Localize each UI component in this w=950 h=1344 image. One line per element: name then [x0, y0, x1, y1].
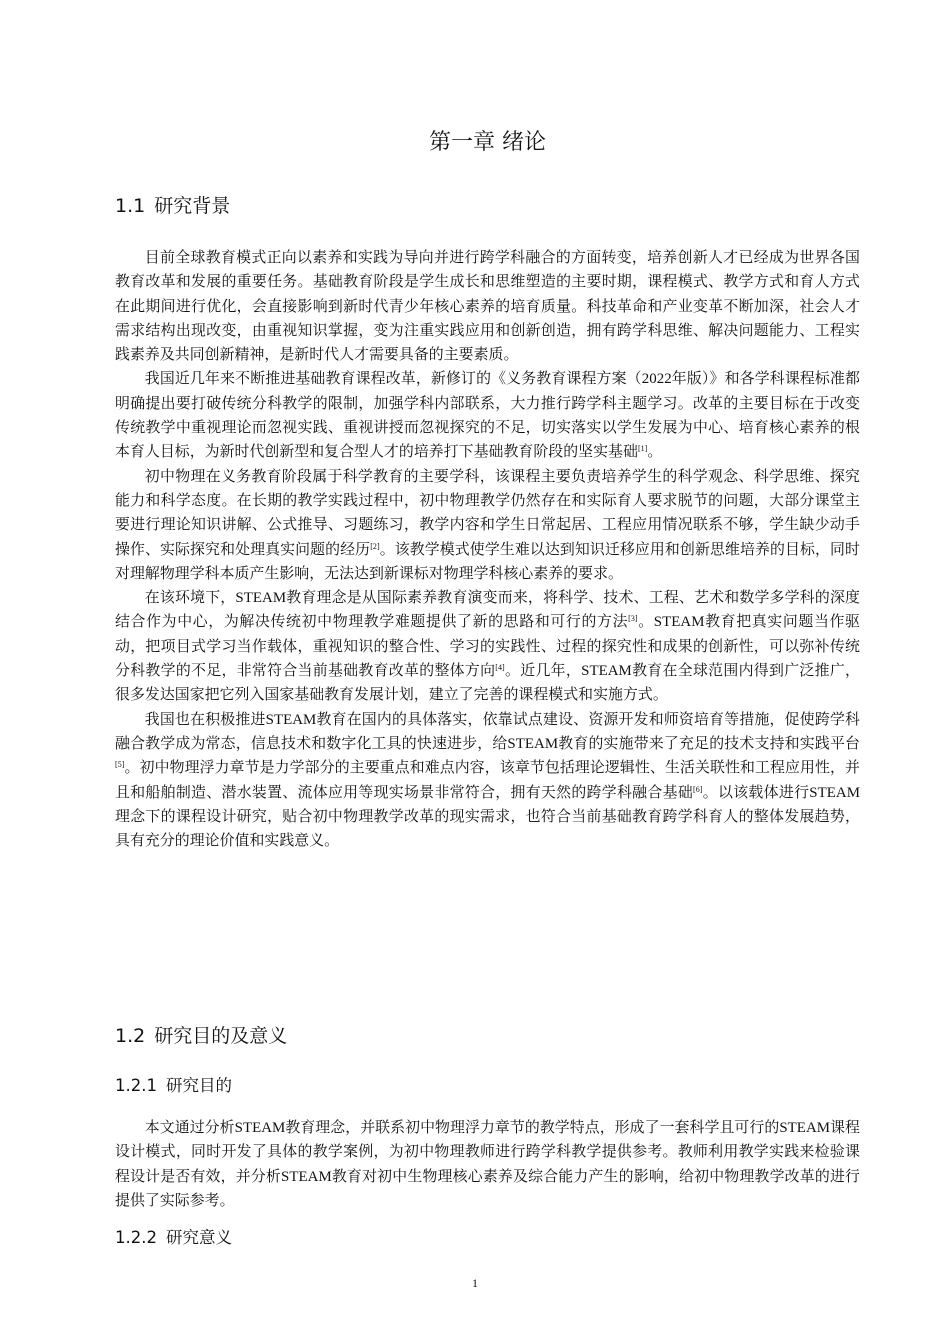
section-1-1-body: [115, 246, 860, 853]
section-title: 研究背景: [154, 195, 231, 217]
paragraph: [115, 465, 860, 586]
section-1-1-heading: [115, 192, 230, 220]
citation: [1]: [637, 444, 648, 454]
subsection-1-2-1-heading: [115, 1074, 232, 1098]
section-1-2-heading: [115, 1022, 287, 1050]
paragraph-text: 。初中物理浮力章节是力学部分的主要重点和难点内容，该章节包括理论逻辑性、生活关联性和工程应用性，并且和船舶制造、潜水装置、流体应用等现实场景非常符合，拥有天然的跨学科融合基础: [115, 760, 860, 801]
section-number: 1.2: [115, 1025, 146, 1047]
citation: [4]: [495, 663, 505, 673]
paragraph: [115, 246, 860, 367]
section-title: 研究目的及意义: [154, 1025, 288, 1047]
paragraph-text: 目前全球教育模式正向以素养和实践为导向并进行跨学科融合的方面转变，培养创新人才已经成为世界各国教育改革和发展的重要任务。基础教育阶段是学生成长和思维塑造的主要时期，课程模式、教学方式和育人方式在此期间进行优化，会直接影响到新时代青少年核心素养的培育质量。科技革命和产业变革不断加深，社会人才需求结构出现改变，由重视知识掌握，变为注重实践应用和创新创造，拥有跨学科思维、解决问题能力、工程实践素养及共同创新精神，是新时代人才需要具备的主要素质。: [115, 250, 860, 364]
paragraph: [115, 708, 860, 854]
paragraph: 本文通过分析STEAM教育理念，并联系初中物理浮力章节的教学特点，形成了一套科学且可行的STEAM课程设计模式，同时开发了具体的教学案例，为初中物理教师进行跨学科教学提供参考。教师利用教学实践来检验课程设计是否有效，并分析STEAM教育对初中生物理核心素养及综合能力产生的影响，给初中物理教学改革的进行提供了实际参考。: [115, 1120, 860, 1209]
paragraph-text: 我国也在积极推进STEAM教育在国内的具体落实，依靠试点建设、资源开发和师资培育等措施，促使跨学科融合教学成为常态，信息技术和数字化工具的快速进步，给STEAM教育的实施带来了充足的技术支持和实践平台: [115, 711, 860, 752]
paragraph-text: 。近几年，STEAM教育在全球范围内得到广泛推广，很多发达国家把它列入国家基础教育发展计划，建立了完善的课程模式和实施方式。: [115, 663, 860, 704]
paragraph-text: 。该教学模式使学生难以达到知识迁移应用和创新思维培养的目标，同时对理解物理学科本质产生影响，无法达到新课标对物理学科核心素养的要求。: [115, 541, 860, 582]
page-number: 1: [472, 1276, 478, 1290]
citation: [2]: [370, 541, 380, 551]
subsection-number: 1.2.2: [115, 1228, 157, 1247]
paragraph-text: 。以该载体进行STEAM理念下的课程设计研究，贴合初中物理教学改革的现实需求，也符合当前基础教育跨学科育人的整体发展趋势，具有充分的理论价值和实践意义。: [115, 784, 860, 850]
section-number: 1.1: [115, 195, 146, 217]
paragraph-text: 在该环境下，STEAM教育理念是从国际素养教育演变而来，将科学、技术、工程、艺术和数学多学科的深度结合作为中心，为解决传统初中物理教学难题提供了新的思路和可行的方法: [115, 590, 860, 631]
citation: [6]: [693, 784, 703, 794]
paragraph-text: 初中物理在义务教育阶段属于科学教育的主要学科，该课程主要负责培养学生的科学观念、科学思维、探究能力和科学态度。在长期的教学实践过程中，初中物理教学仍然存在和实际育人要求脱节的问题，大部分课堂主要进行理论知识讲解、公式推导、习题练习，教学内容和学生日常起居、工程应用情况联系不够，学生缺少动手操作、实际探究和处理真实问题的经历: [115, 468, 860, 558]
paragraph-text: 。: [647, 444, 663, 461]
paragraph: [115, 586, 860, 707]
paragraph-text: 我国近几年来不断推进基础教育课程改革，新修订的《义务教育课程方案（2022年版）》和各学科课程标准都明确提出要打破传统分科教学的限制，加强学科内部联系，大力推行跨学科主题学习。改革的主要目标在于改变传统教学中重视理论而忽视实践、重视讲授而忽视探究的不足，切实落实以学生发展为中心、培育核心素养的根本育人目标，为新时代创新型和复合型人才的培养打下基础教育阶段的坚实基础: [115, 371, 860, 461]
paragraph: [115, 367, 860, 464]
subsection-1-2-1-body: [115, 1116, 860, 1213]
subsection-1-2-2-heading: [115, 1226, 232, 1250]
citation: [5]: [115, 760, 125, 770]
chapter-title: 第一章 绪论: [429, 130, 546, 155]
paragraph-text: 。STEAM教育把真实问题当作驱动，把项目式学习当作载体，重视知识的整合性、学习的实践性、过程的探究性和成果的创新性，可以弥补传统分科教学的不足，非常符合当前基础教育改革的整体方向: [115, 614, 860, 680]
subsection-number: 1.2.1: [115, 1076, 157, 1095]
subsection-title: 研究目的: [165, 1076, 232, 1095]
subsection-title: 研究意义: [165, 1228, 232, 1247]
citation: [3]: [628, 614, 638, 624]
